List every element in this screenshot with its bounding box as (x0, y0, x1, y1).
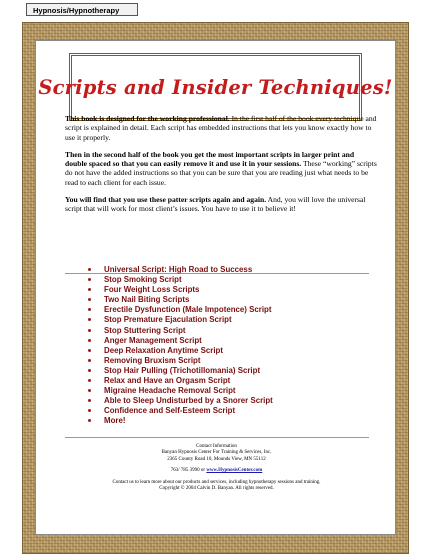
copyright: Copyright © 2004 Calvin D. Banyan. All rights reserved. (159, 486, 274, 492)
bullet-icon (88, 419, 91, 422)
bullet-icon (88, 278, 91, 281)
bullet-icon (88, 349, 91, 352)
bullet-icon (88, 369, 91, 372)
category-tag: Hypnosis/Hypnotherapy (26, 3, 138, 16)
paragraph-1-text: In the first half of the book every technique and script is explained in detail. Each script has embedded instructions that lets you know exactly how to use it properly. (65, 114, 377, 142)
list-item (88, 295, 273, 305)
list-item (88, 416, 273, 426)
list-item-label: Stop Stuttering Script (104, 325, 186, 335)
paragraph-2 (65, 150, 377, 187)
paragraph-3-text: And, you will love the universal script that will work for most client’s issues. You have to use it to believe it! (65, 195, 366, 214)
list-item-label: Anger Management Script (104, 335, 202, 345)
bullet-icon (88, 379, 91, 382)
bullet-icon (88, 318, 91, 321)
list-item (88, 406, 273, 416)
contact-heading: Contact Information (196, 444, 237, 449)
list-item-label: Stop Smoking Script (104, 275, 182, 285)
description (65, 114, 377, 222)
bullet-icon (88, 329, 91, 332)
list-item-label: More! (104, 416, 126, 426)
list-item-label: Confidence and Self-Esteem Script (104, 406, 236, 416)
list-item (88, 326, 273, 336)
paragraph-1 (65, 114, 377, 142)
bullet-icon (88, 359, 91, 362)
contact-phone: 763/ 785 3990 or (170, 468, 206, 474)
title-box (38, 53, 393, 121)
list-item (88, 305, 273, 315)
bullet-icon (88, 288, 91, 291)
list-item (88, 376, 273, 386)
list-item-label: Four Weight Loss Scripts (104, 285, 200, 295)
list-item (88, 356, 273, 366)
paragraph-2-text: These “working” scripts do not have the added instructions so that you can be sure that you are reading just what needs to be read to each client for each issue. (65, 159, 377, 187)
bullet-icon (88, 399, 91, 402)
script-list (88, 265, 273, 427)
list-item-label: Stop Hair Pulling (Trichotillomania) Script (104, 365, 261, 375)
list-item-label: Erectile Dysfunction (Male Impotence) Script (104, 305, 272, 315)
bullet-icon (88, 308, 91, 311)
list-item (88, 315, 273, 325)
list-item-label: Migraine Headache Removal Script (104, 386, 236, 396)
bullet-icon (88, 268, 91, 271)
bullet-icon (88, 409, 91, 412)
list-item (88, 386, 273, 396)
paragraph-2-lead: Then in the second half of the book you get the most important scripts in larger print and double spaced so that you can easily remove it and use it in your sessions. (65, 149, 355, 169)
paragraph-3 (65, 195, 377, 214)
list-item (88, 346, 273, 356)
divider-bottom (65, 437, 369, 438)
list-item-label: Deep Relaxation Anytime Script (104, 345, 223, 355)
list-item (88, 275, 273, 285)
list-item (88, 366, 273, 376)
bullet-icon (88, 389, 91, 392)
list-item-label: Removing Bruxism Script (104, 355, 201, 365)
paragraph-1-lead: This book is designed for the working professional. (65, 114, 230, 123)
list-item-label: Able to Sleep Undisturbed by a Snorer Script (104, 396, 273, 406)
list-item (88, 265, 273, 275)
list-item-label: Universal Script: High Road to Success (104, 265, 253, 274)
list-item-label: Stop Premature Ejaculation Script (104, 315, 232, 325)
bullet-icon (88, 298, 91, 301)
website-link[interactable]: www.HypnosisCenter.com (206, 468, 263, 474)
page-sheet (35, 40, 396, 535)
list-item (88, 285, 273, 295)
paragraph-3-lead: You will find that you use these patter scripts again and again. (65, 195, 267, 205)
bullet-icon (88, 339, 91, 342)
list-item (88, 336, 273, 346)
contact-info (36, 444, 397, 492)
page-title: Scripts and Insider Techniques! (38, 75, 393, 99)
list-item (88, 396, 273, 406)
list-item-label: Two Nail Biting Scripts (104, 295, 190, 305)
contact-blurb: Contact us to learn more about our products and services, including hypnotherapy sessions and training. (112, 479, 321, 485)
contact-address: 2365 County Road 10, Mounds View, MN 55112 (167, 456, 266, 462)
list-item-label: Relax and Have an Orgasm Script (104, 376, 231, 386)
contact-org: Banyan Hypnosis Center For Training & Services, Inc. (161, 450, 272, 456)
